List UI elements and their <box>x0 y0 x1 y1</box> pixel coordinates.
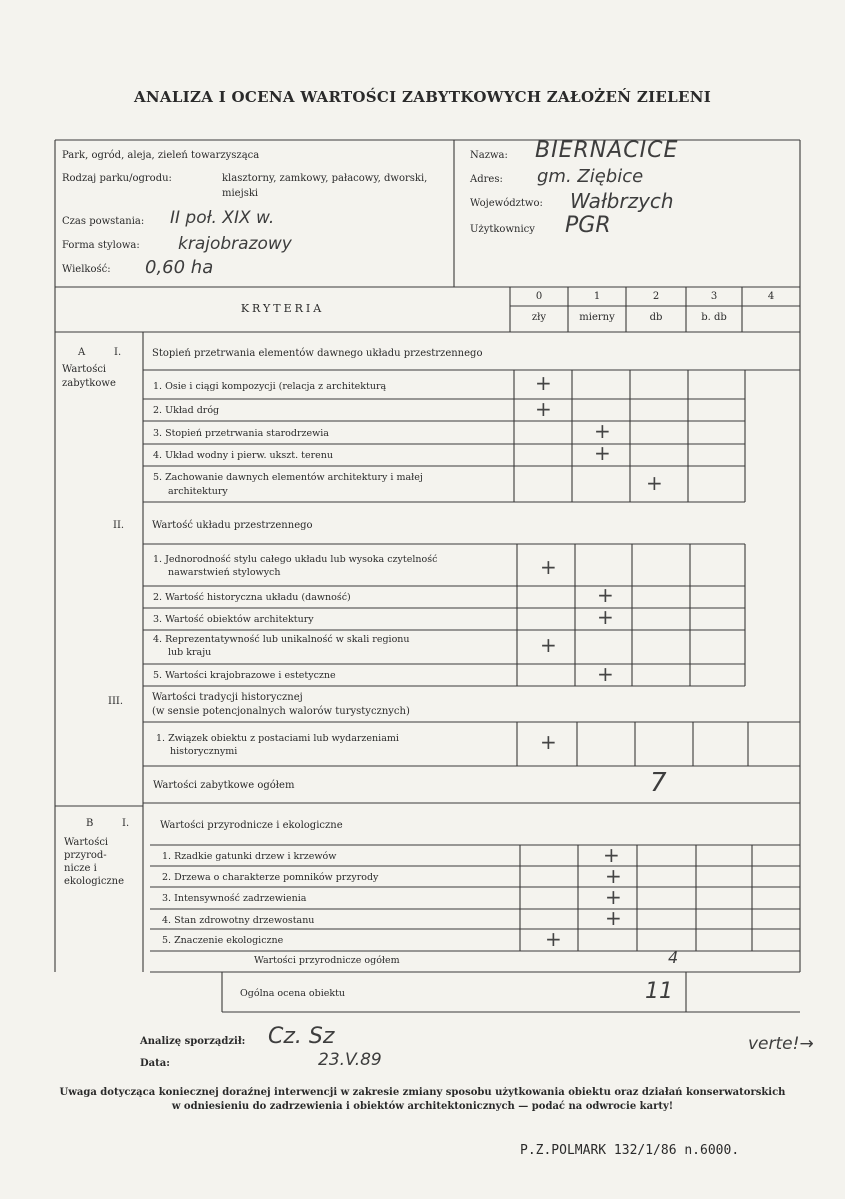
footer-line-2: w odniesieniu do zadrzewienia i obiektów architektonicznych — podać na odwrocie karty! <box>171 1101 674 1112</box>
zabytkowe-total-value: 7 <box>650 768 667 798</box>
ii-row-2-text: 2. Wartość historyczna układu (dawność) <box>153 592 351 603</box>
ogolna-ocena-value: 11 <box>645 979 673 1004</box>
ii-row-5-text: 5. Wartości krajobrazowe i estetyczne <box>153 670 336 681</box>
b-row-2-mark: + <box>605 864 622 888</box>
wojewodztwo-label: Województwo: <box>470 198 543 209</box>
a-row-5-text-2: architektury <box>168 486 228 497</box>
section-b-label-line-2: przyrod- <box>64 850 107 861</box>
scale-word-2: db <box>649 312 663 323</box>
przyrodnicze-total-label: Wartości przyrodnicze ogółem <box>254 955 400 966</box>
scale-num-2: 2 <box>652 291 660 302</box>
a-row-3-mark: + <box>594 419 611 443</box>
rodzaj-options: klasztorny, zamkowy, pałacowy, dworski, <box>222 173 428 184</box>
a-row-1-text: 1. Osie i ciągi kompozycji (relacja z architekturą <box>153 381 387 392</box>
scale-word-1: mierny <box>579 312 615 323</box>
forma-value: krajobrazowy <box>178 234 292 254</box>
park-line: Park, ogród, aleja, zieleń towarzysząca <box>62 150 260 161</box>
uzytkownicy-label: Użytkownicy <box>470 224 535 235</box>
section-iii-heading-2: (w sensie potencjonalnych walorów turystycznych) <box>152 706 410 717</box>
iii-row-1-mark: + <box>540 730 557 754</box>
ii-row-5-mark: + <box>597 662 614 686</box>
wielkosc-label: Wielkość: <box>62 264 111 275</box>
verte-note: verte!→ <box>748 1034 814 1054</box>
zabytkowe-total-label: Wartości zabytkowe ogółem <box>153 780 295 791</box>
ii-row-4-text: 4. Reprezentatywność lub unikalność w skali regionu <box>153 634 410 645</box>
uzytkownicy-value: PGR <box>565 213 611 238</box>
scale-word-0: zły <box>531 312 547 323</box>
ogolna-ocena-label: Ogólna ocena obiektu <box>240 988 346 999</box>
a-row-2-mark: + <box>535 397 552 421</box>
section-ii-roman: II. <box>113 520 125 531</box>
scale-num-4: 4 <box>767 291 775 302</box>
adres-label: Adres: <box>470 174 503 185</box>
data-label: Data: <box>140 1058 170 1069</box>
section-b-label-line-4: ekologiczne <box>64 876 125 887</box>
a-row-4-mark: + <box>594 441 611 465</box>
section-a-label: Wartości zabytkowe <box>62 364 116 389</box>
section-a-heading: Stopień przetrwania elementów dawnego układu przestrzennego <box>152 348 483 359</box>
wojewodztwo-value: Wałbrzych <box>570 189 674 213</box>
data-value: 23.V.89 <box>318 1050 382 1070</box>
a-row-5-mark: + <box>646 471 663 495</box>
section-b-heading: Wartości przyrodnicze i ekologiczne <box>160 820 343 831</box>
b-row-3-mark: + <box>605 885 622 909</box>
kryteria-heading: KRYTERIA <box>240 302 325 315</box>
footer-line-1: Uwaga dotycząca koniecznej doraźnej interwencji w zakresie zmiany sposobu użytkowania obiektu oraz działań konserwatorskich <box>59 1087 786 1098</box>
analiza-signature: Cz. Sz <box>268 1024 335 1049</box>
adres-value: gm. Ziębice <box>537 166 644 187</box>
scale-num-0: 0 <box>535 291 543 302</box>
scale-word-3: b. db <box>701 312 727 323</box>
print-code: P.Z.POLMARK 132/1/86 n.6000. <box>520 1143 740 1158</box>
a-row-5-text: 5. Zachowanie dawnych elementów architektury i małej <box>153 472 423 483</box>
wielkosc-value: 0,60 ha <box>145 257 214 278</box>
ii-row-1-mark: + <box>540 555 557 579</box>
b-row-5-mark: + <box>545 927 562 951</box>
a-row-4-text: 4. Układ wodny i pierw. ukszt. terenu <box>153 450 333 461</box>
ii-row-2-mark: + <box>597 583 614 607</box>
scale-num-1: 1 <box>593 291 601 302</box>
a-row-3-text: 3. Stopień przetrwania starodrzewia <box>153 428 329 439</box>
a-row-1-mark: + <box>535 371 552 395</box>
b-row-3-text: 3. Intensywność zadrzewienia <box>162 893 307 904</box>
section-b-label-line-3: nicze i <box>64 863 97 874</box>
analiza-label: Analizę sporządził: <box>140 1036 246 1047</box>
section-b-label-line-1: Wartości <box>64 837 109 848</box>
czas-label: Czas powstania: <box>62 216 145 227</box>
ii-row-3-text: 3. Wartość obiektów architektury <box>153 614 314 625</box>
przyrodnicze-total-value: 4 <box>668 948 679 967</box>
ii-row-4-text-2: lub kraju <box>168 647 212 658</box>
rodzaj-label: Rodzaj parku/ogrodu: <box>62 173 172 184</box>
iii-row-1-text: 1. Związek obiektu z postaciami lub wydarzeniami <box>156 733 399 744</box>
section-a-roman: I. <box>114 347 122 358</box>
section-ii-heading: Wartość układu przestrzennego <box>152 520 313 531</box>
b-row-4-text: 4. Stan zdrowotny drzewostanu <box>162 915 315 926</box>
section-b-letter: B <box>86 818 94 829</box>
b-row-5-text: 5. Znaczenie ekologiczne <box>162 935 284 946</box>
ii-row-1-text: 1. Jednorodność stylu całego układu lub wysoka czytelność <box>153 554 438 565</box>
section-iii-roman: III. <box>108 696 124 707</box>
nazwa-value: BIERNACICE <box>535 138 679 163</box>
ii-row-4-mark: + <box>540 633 557 657</box>
a-row-2-text: 2. Układ dróg <box>153 405 220 416</box>
b-row-2-text: 2. Drzewa o charakterze pomników przyrody <box>162 872 379 883</box>
forma-label: Forma stylowa: <box>62 240 140 251</box>
footer-note <box>0 1086 845 1114</box>
document-title: ANALIZA I OCENA WARTOŚCI ZABYTKOWYCH ZAŁOŻEŃ ZIELENI <box>133 88 712 106</box>
nazwa-label: Nazwa: <box>470 150 508 161</box>
section-b-label <box>64 836 124 888</box>
ii-row-1-text-2: nawarstwień stylowych <box>168 567 281 578</box>
scale-num-3: 3 <box>710 291 718 302</box>
ii-row-3-mark: + <box>597 605 614 629</box>
b-row-1-text: 1. Rzadkie gatunki drzew i krzewów <box>162 851 337 862</box>
czas-value: II poł. XIX w. <box>170 208 275 228</box>
b-row-1-mark: + <box>603 843 620 867</box>
b-row-4-mark: + <box>605 906 622 930</box>
rodzaj-options-2: miejski <box>222 188 259 199</box>
section-a-letter: A <box>78 347 86 358</box>
section-b-roman: I. <box>122 818 130 829</box>
section-iii-heading: Wartości tradycji historycznej <box>152 692 303 703</box>
iii-row-1-text-2: historycznymi <box>170 746 238 757</box>
